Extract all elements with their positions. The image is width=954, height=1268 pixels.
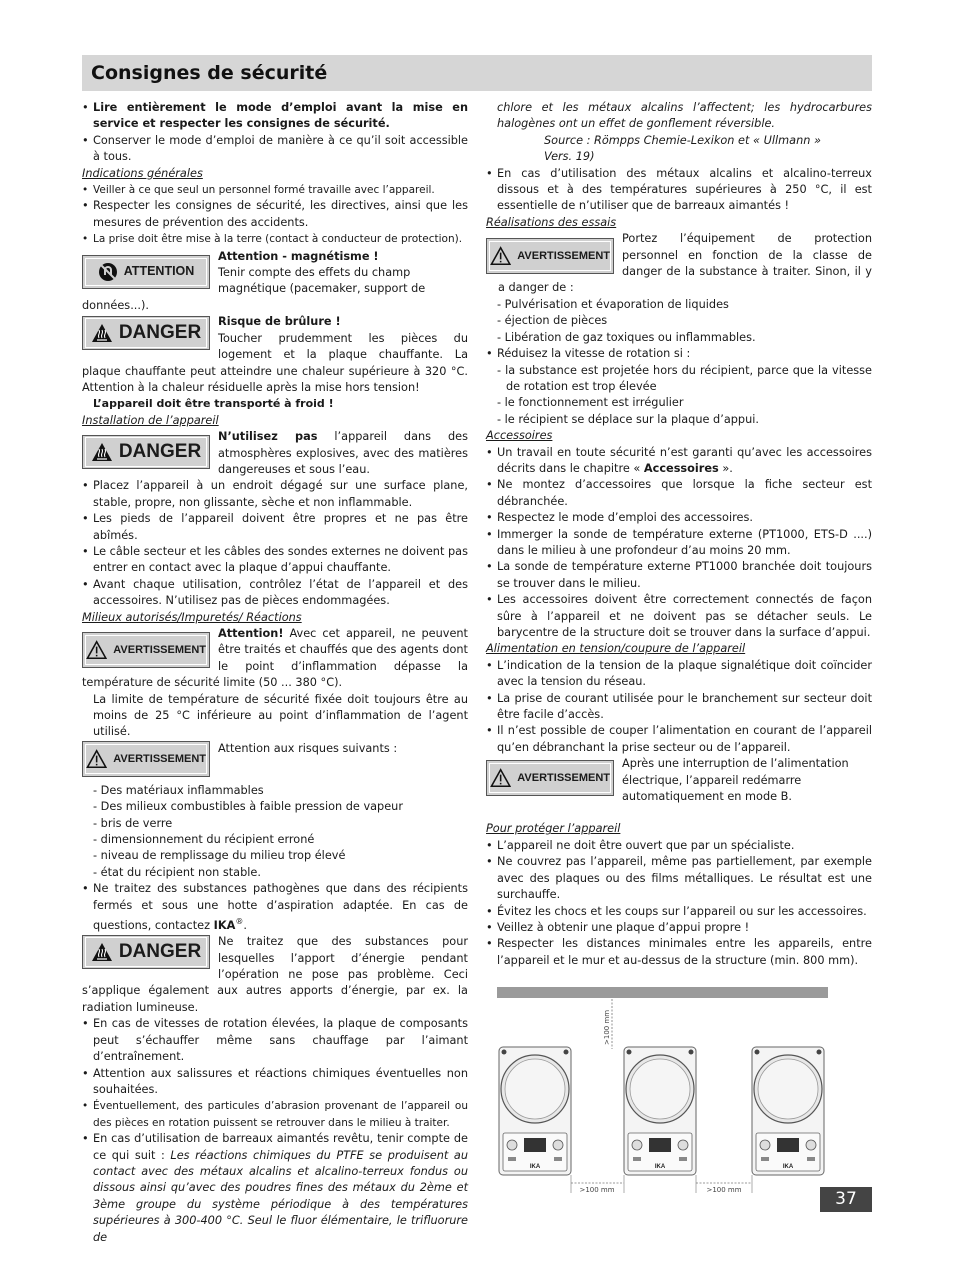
- list-item: • Ne traitez des substances pathogènes que dans des récipients fermés et sous une hotte d’aspiration adaptée. En cas de questions, contactez IKA®.: [82, 882, 468, 932]
- danger-badge: DANGER: [82, 316, 210, 350]
- section-heading: Réalisations des essais: [486, 215, 617, 229]
- list-item: • Les pieds de l’appareil doivent être propres et ne pas être abîmés.: [82, 512, 468, 542]
- device-right: [752, 1047, 824, 1175]
- ceiling-bar: [497, 987, 828, 998]
- list-item: • En cas d’utilisation de barreaux aimantés revêtu, tenir compte de ce qui suit : Les réactions chimiques du PTFE se produisent au contact avec des métaux alcalins et alcalino-terreux fondus ou dissous ainsi qu’avec des poudres fines des métaux du 2ème et 3ème groupe du système périodique à des températures supérieures à 300-400 °C. Seul le fluor élémentaire, le trifluorure de: [82, 1132, 468, 1244]
- list-item: • Avant chaque utilisation, contrôlez l’état de l’appareil et des accessoires. N’utilisez pas de pièces endommagées.: [82, 577, 468, 608]
- list-item: • Respecter les consignes de sécurité, les directives, ainsi que les mesures de prévention des accidents.: [82, 199, 468, 229]
- section-heading: Accessoires: [486, 429, 553, 443]
- list-item: - Pulvérisation et évaporation de liquides: [497, 297, 729, 311]
- danger-block-burn: [82, 314, 468, 396]
- warning-block-flash: [82, 626, 468, 692]
- list-item: • Veillez à obtenir une plaque d’appui propre !: [486, 920, 750, 934]
- warning-triangle-icon: [86, 749, 107, 769]
- section-heading: Alimentation en tension/coupure de l’appareil: [486, 642, 746, 656]
- left-column: [82, 100, 468, 1246]
- list-item: • Évitez les chocs et les coups sur l’appareil ou sur les accessoires.: [486, 904, 867, 918]
- device-left: [499, 1047, 571, 1175]
- attention-block: [82, 249, 468, 315]
- burn-title: Risque de brûlure !: [218, 315, 341, 329]
- warning-block-ppe: [486, 231, 872, 297]
- section-heading: Indications générales: [82, 166, 203, 180]
- list-item: • Respecter les distances minimales entre les appareils, entre l’appareil et le mur et au-dessus de la structure (min. 800 mm).: [486, 937, 872, 967]
- avertissement-badge: AVERTISSEMENT: [486, 760, 614, 796]
- list-item: • Respectez le mode d’emploi des accessoires.: [486, 511, 753, 525]
- avertissement-badge: AVERTISSEMENT: [82, 632, 210, 668]
- hot-surface-warning-icon: [91, 323, 113, 343]
- danger-badge: DANGER: [82, 435, 210, 469]
- warning-block-risks: [82, 741, 468, 781]
- source-note: Source : Römpps Chemie-Lexikon et « Ullmann » Vers. 19): [544, 133, 821, 164]
- right-column: [486, 100, 872, 969]
- list-item: • En cas d’utilisation des métaux alcalins et alcalino-terreux dissous et à des températures supérieures à 250 °C, il est essentielle de n’utiliser que de barreaux aimantés !: [486, 166, 872, 213]
- attention-badge: ATTENTION: [82, 255, 210, 289]
- warning-triangle-icon: [86, 640, 107, 660]
- list-item: - dimensionnement du récipient erroné: [93, 833, 315, 847]
- list-item: • Placez l’appareil à un endroit dégagé sur une surface plane, stable, propre, non glissante, sèche et non inflammable.: [82, 479, 468, 509]
- attention-text: Tenir compte des effets du champ magnétique (pacemaker, support de données...).: [82, 266, 426, 312]
- spacing-diagram: [496, 987, 832, 1197]
- danger-block-atmos: [82, 429, 468, 478]
- ppe-text: Portez l’équipement de protection personnel en fonction de la classe de danger de la substance à traiter. Sinon, il y a danger de :: [498, 232, 872, 295]
- transport-note: L’appareil doit être transporté à froid !: [93, 397, 334, 411]
- list-item: - bris de verre: [93, 816, 173, 830]
- avertissement-badge: AVERTISSEMENT: [82, 741, 210, 777]
- page-number: 37: [820, 1187, 872, 1212]
- list-item: - le récipient se déplace sur la plaque d’appui.: [497, 412, 759, 426]
- attention-title: Attention - magnétisme !: [218, 249, 379, 263]
- flashpoint-text: Attention! Avec cet appareil, ne peuvent être traités et chauffés que des agents dont le point d’inflammation dépasse la température de sécurité limite (50 ... 380 °C).: [82, 627, 468, 690]
- device-logo: IKA: [654, 1164, 666, 1170]
- warning-triangle-icon: [490, 246, 511, 266]
- page-title: Consignes de sécurité: [91, 62, 328, 84]
- title-bar: [82, 55, 872, 91]
- burn-text: Toucher prudemment les pièces du logement et la plaque chauffante. La plaque chauffante peut atteindre une chaleur supérieure à 320 °C. Attention à la chaleur résiduelle après la mise hors tension!: [82, 331, 468, 394]
- section-heading: Installation de l’appareil: [82, 413, 219, 427]
- list-item: • Les accessoires doivent être correctement connectés de façon sûre à l’appareil et ne doivent pas se détacher seuls. Le barycentre de la structure doit se trouver dans la surface d’appui.: [486, 593, 872, 639]
- warning-triangle-icon: [490, 768, 511, 788]
- list-item: • La sonde de température externe PT1000 branchée doit toujours se trouver dans le milieu.: [486, 560, 872, 590]
- list-item: • Ne couvrez pas l’appareil, même pas partiellement, par exemple avec des plaques ou des films métalliques. Le résultat est une surchauffe.: [486, 855, 872, 902]
- list-item: • Attention aux salissures et réactions chimiques éventuelles non souhaitées.: [82, 1066, 468, 1096]
- atmos-text: N’utilisez pas l’appareil dans des atmosphères explosives, avec des matières dangereuses et sous l’eau.: [218, 430, 468, 476]
- danger-badge: DANGER: [82, 935, 210, 969]
- danger-block-energy: [82, 934, 468, 1016]
- list-item: • Un travail en toute sécurité n’est garanti qu’avec les accessoires décrits dans le chapitre « Accessoires ».: [486, 445, 872, 475]
- list-item: - le fonctionnement est irrégulier: [497, 396, 684, 410]
- list-item: • En cas de vitesses de rotation élevées, la plaque de composants peut s’échauffer même sans chauffage par l’aimant d’entraînement.: [82, 1017, 468, 1064]
- list-item: - Libération de gaz toxiques ou inflammables.: [497, 330, 756, 344]
- list-item: • Ne montez d’accessoires que lorsque la fiche secteur est débranchée.: [486, 478, 872, 508]
- hot-surface-warning-icon: [91, 442, 113, 462]
- warning-block-restart: [486, 756, 872, 805]
- list-item: • La prise doit être mise à la terre (contact à conducteur de protection).: [82, 233, 463, 246]
- list-item: • Immerger la sonde de température externe (PT1000, ETS-D ....) dans le milieu à une profondeur d’au moins 20 mm.: [486, 527, 872, 557]
- list-item: - niveau de remplissage du milieu trop élevé: [93, 849, 346, 863]
- device-logo: IKA: [529, 1164, 541, 1170]
- section-heading: Milieux autorisés/Impuretés/ Réactions: [82, 610, 302, 624]
- list-item: • L’indication de la tension de la plaque signalétique doit coïncider avec la tension du réseau.: [486, 658, 872, 689]
- restart-text: Après une interruption de l’alimentation électrique, l’appareil redémarre automatiquement en mode B.: [622, 757, 849, 804]
- section-heading: Pour protéger l’appareil: [486, 822, 621, 836]
- dimension-label-bottom: >100 mm: [706, 1186, 742, 1194]
- list-item: - état du récipient non stable.: [93, 865, 261, 879]
- list-item: - éjection de pièces: [497, 314, 608, 328]
- hot-surface-warning-icon: [91, 942, 113, 962]
- list-item: • Conserver le mode d’emploi de manière à ce qu’il soit accessible à tous.: [82, 133, 468, 164]
- dimension-label-top: >100 mm: [603, 1009, 611, 1045]
- list-item: • Il n’est possible de couper l’alimentation en courant de l’appareil qu’en débranchant la prise secteur ou de l’appareil.: [486, 724, 872, 754]
- list-item: - la substance est projetée hors du récipient, parce que la vitesse de rotation est trop élevée: [497, 363, 872, 393]
- ptfe-continued: chlore et les métaux alcalins l’affectent; les hydrocarbures halogènes ont un effet de gonflement réversible.: [497, 101, 872, 131]
- list-item: • Lire entièrement le mode d’emploi avant la mise en service et respecter les consignes de sécurité.: [82, 101, 468, 131]
- list-item: • Veiller à ce que seul un personnel formé travaille avec l’appareil.: [82, 184, 435, 197]
- list-item: • Réduisez la vitesse de rotation si :: [486, 347, 691, 361]
- risks-intro: Attention aux risques suivants :: [218, 741, 398, 755]
- list-item: • L’appareil ne doit être ouvert que par un spécialiste.: [486, 838, 795, 852]
- energy-text: Ne traitez que des substances pour lesquelles l’apport d’énergie pendant l’opération ne pose pas problème. Ceci s’applique également aux autres apports d’énergie, par ex. la radiation lumineuse.: [82, 935, 468, 1014]
- list-item: - Des milieux combustibles à faible pression de vapeur: [93, 800, 403, 814]
- limit-text: La limite de température de sécurité fixée doit toujours être au moins de 25 °C inférieure au point d’inflammation de l’agent utilisé.: [93, 692, 468, 739]
- device-middle: [624, 1047, 696, 1175]
- list-item: • Le câble secteur et les câbles des sondes externes ne doivent pas entrer en contact avec la plaque d’appui chauffante.: [82, 544, 468, 575]
- magnet-prohibition-icon: [98, 262, 118, 282]
- list-item: - Des matériaux inflammables: [93, 783, 264, 797]
- list-item: • La prise de courant utilisée pour le branchement sur secteur doit être facile d’accès.: [486, 691, 872, 722]
- dimension-label-bottom: >100 mm: [579, 1186, 615, 1194]
- avertissement-badge: AVERTISSEMENT: [486, 238, 614, 274]
- device-logo: IKA: [782, 1164, 794, 1170]
- list-item: • Éventuellement, des particules d’abrasion provenant de l’appareil ou des pièces en rotation puissent se retrouver dans le milieu à traiter.: [82, 1100, 468, 1129]
